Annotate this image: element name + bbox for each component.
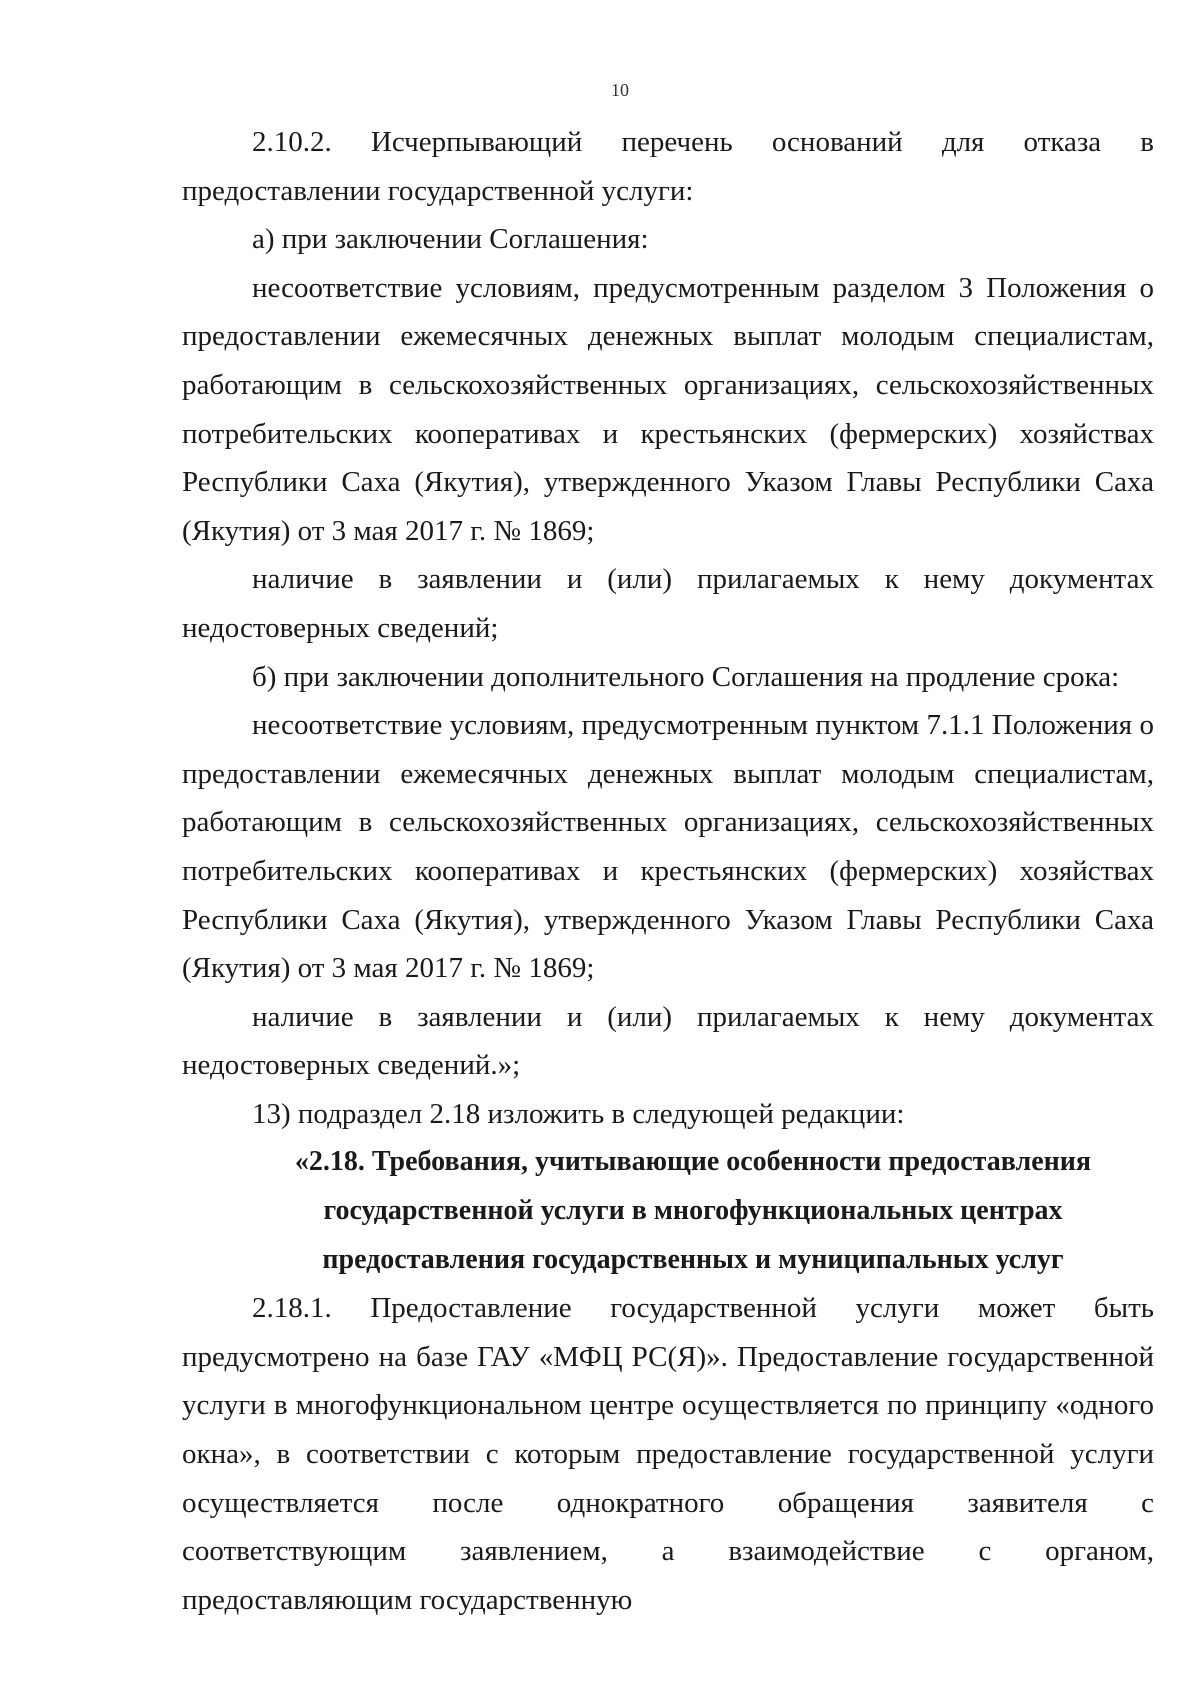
paragraph-item-13: 13) подраздел 2.18 изложить в следующей редакции: xyxy=(252,1097,905,1130)
paragraph-2-18-1: 2.18.1. Предоставление государственной услуги может быть предусмотрено на базе ГАУ «МФЦ РС(Я)». Предоставление государственной услуги в многофункциональном центре осуществляется по принципу «одного окна», в соответствии с которым предоставление государственной услуги осуществляется после однократного обращения заявителя с соответствующим заявлением, а взаимодействие с органом, предоставляющим государственную xyxy=(182,1292,1154,1616)
heading-line-1: «2.18. Требования, учитывающие особенности предоставления xyxy=(294,1146,1092,1178)
paragraph-2-10-2: 2.10.2. Исчерпывающий перечень оснований для отказа в предоставлении государственной услуги: xyxy=(182,126,1154,207)
heading-line-3: предоставления государственных и муниципальных услуг xyxy=(322,1243,1064,1275)
paragraph-false-information-a: наличие в заявлении и (или) прилагаемых к нему документах недостоверных сведений; xyxy=(182,563,1154,644)
paragraph-item-b: б) при заключении дополнительного Соглашения на продление срока: xyxy=(252,660,1120,693)
heading-line-2: государственной услуги в многофункциональных центрах xyxy=(323,1195,1063,1227)
document-body xyxy=(182,118,1154,1624)
page-number: 10 xyxy=(611,80,629,100)
paragraph-item-a: а) при заключении Соглашения: xyxy=(252,223,649,256)
paragraph-false-information-b: наличие в заявлении и (или) прилагаемых к нему документах недостоверных сведений.»; xyxy=(182,1000,1154,1082)
paragraph-noncompliance-section-3: несоответствие условиям, предусмотренным разделом 3 Положения о предоставлении ежемесячных денежных выплат молодым специалистам, работающим в сельскохозяйственных организациях, сельскохозяйственных потребительских кооперативах и крестьянских (фермерских) хозяйствах Республики Саха (Якутия), утвержденного Указом Главы Республики Саха (Якутия) от 3 мая 2017 г. № 1869; xyxy=(182,271,1154,547)
paragraph-noncompliance-point-7-1-1: несоответствие условиям, предусмотренным пунктом 7.1.1 Положения о предоставлении ежемесячных денежных выплат молодым специалистам, работающим в сельскохозяйственных организациях, сельскохозяйственных потребительских кооперативах и крестьянских (фермерских) хозяйствах Республики Саха (Якутия), утвержденного Указом Главы Республики Саха (Якутия) от 3 мая 2017 г. № 1869; xyxy=(182,709,1154,985)
section-heading-2-18 xyxy=(182,1138,1154,1284)
